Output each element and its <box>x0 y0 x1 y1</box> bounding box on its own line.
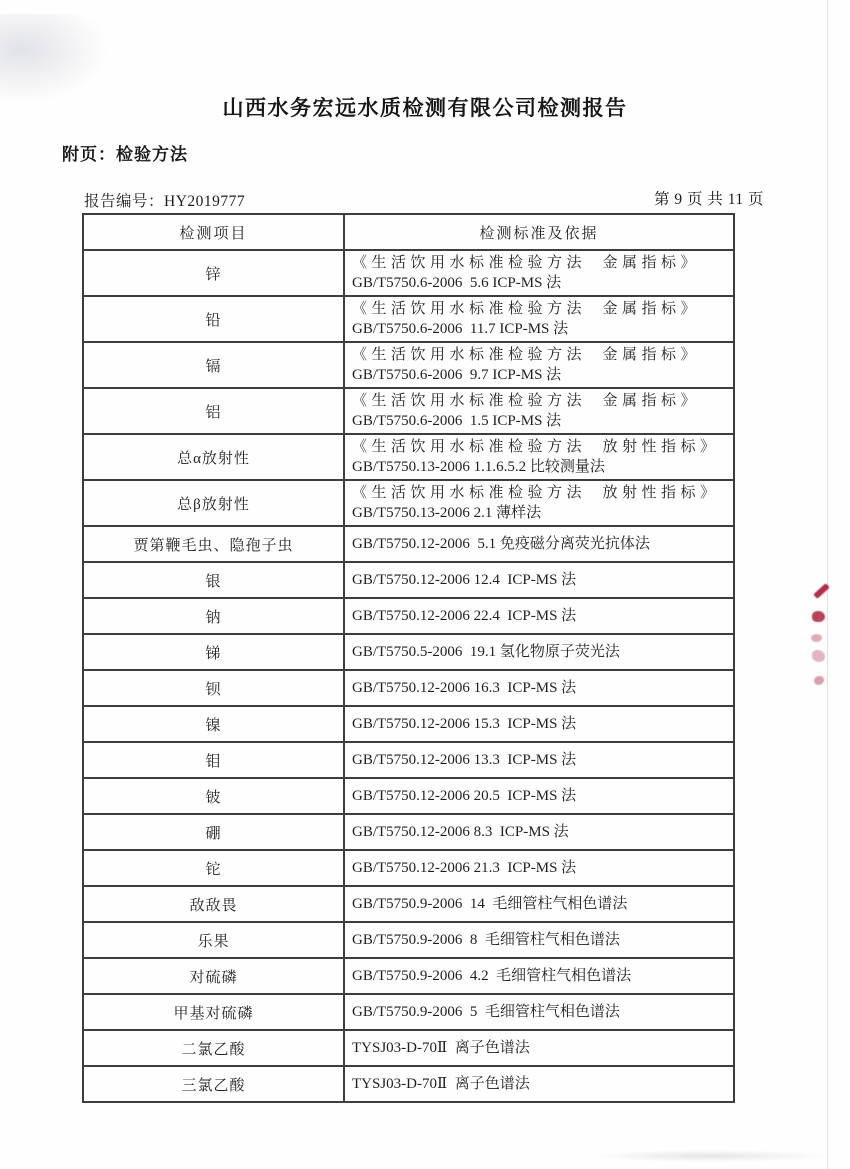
method-line: GB/T5750.9-2006 8 毛细管柱气相色谱法 <box>352 932 620 948</box>
table-row <box>83 994 734 1030</box>
table-row <box>83 598 734 634</box>
test-item-cell: 钡 <box>83 670 344 706</box>
table-row <box>83 296 734 342</box>
test-item-cell: 钼 <box>83 742 344 778</box>
table-row <box>83 886 734 922</box>
test-item-cell: 铍 <box>83 778 344 814</box>
method-cell <box>344 634 734 670</box>
method-line: GB/T5750.12-2006 22.4 ICP-MS 法 <box>352 608 577 624</box>
test-item-cell: 钠 <box>83 598 344 634</box>
method-cell <box>344 742 734 778</box>
table-row <box>83 526 734 562</box>
method-cell <box>344 886 734 922</box>
method-line: GB/T5750.6-2006 1.5 ICP-MS 法 <box>352 413 562 429</box>
scan-edge-line-artifact <box>827 0 828 1169</box>
test-item-cell: 总α放射性 <box>83 434 344 480</box>
test-item-cell: 铅 <box>83 296 344 342</box>
test-item-cell: 硼 <box>83 814 344 850</box>
method-line: GB/T5750.6-2006 11.7 ICP-MS 法 <box>352 321 569 337</box>
appendix-label: 附页：检验方法 <box>62 145 188 164</box>
method-line: TYSJ03-D-70Ⅱ 离子色谱法 <box>352 1076 530 1092</box>
test-item-cell: 敌敌畏 <box>83 886 344 922</box>
method-line: GB/T5750.12-2006 16.3 ICP-MS 法 <box>352 680 577 696</box>
method-line: 《生活饮用水标准检验方法 放射性指标》 <box>352 485 720 501</box>
seal-stroke <box>811 634 822 642</box>
method-cell <box>344 1030 734 1066</box>
method-cell <box>344 922 734 958</box>
method-cell <box>344 388 734 434</box>
table-header-row <box>83 214 734 250</box>
method-cell <box>344 778 734 814</box>
test-item-cell: 对硫磷 <box>83 958 344 994</box>
table-row <box>83 814 734 850</box>
scan-shadow-artifact <box>0 14 110 104</box>
seal-stroke <box>813 583 830 599</box>
method-line: GB/T5750.5-2006 19.1 氢化物原子荧光法 <box>352 644 620 660</box>
method-line: 《生活饮用水标准检验方法 放射性指标》 <box>352 439 720 455</box>
test-item-cell: 二氯乙酸 <box>83 1030 344 1066</box>
table-row <box>83 250 734 296</box>
method-line: GB/T5750.12-2006 5.1 免疫磁分离荧光抗体法 <box>352 536 650 552</box>
test-item-cell: 镍 <box>83 706 344 742</box>
test-methods-table <box>82 213 735 1103</box>
test-item-cell: 铝 <box>83 388 344 434</box>
table-row <box>83 388 734 434</box>
test-item-cell: 三氯乙酸 <box>83 1066 344 1102</box>
method-cell <box>344 1066 734 1102</box>
table-row <box>83 778 734 814</box>
method-cell <box>344 670 734 706</box>
table-row <box>83 562 734 598</box>
method-line: GB/T5750.13-2006 1.1.6.5.2 比较测量法 <box>352 459 605 475</box>
method-line: GB/T5750.9-2006 14 毛细管柱气相色谱法 <box>352 896 628 912</box>
seal-stroke <box>814 676 824 685</box>
test-item-cell: 镉 <box>83 342 344 388</box>
method-line: GB/T5750.12-2006 8.3 ICP-MS 法 <box>352 824 569 840</box>
method-cell <box>344 250 734 296</box>
test-item-cell: 总β放射性 <box>83 480 344 526</box>
method-cell <box>344 706 734 742</box>
method-line: GB/T5750.6-2006 5.6 ICP-MS 法 <box>352 275 562 291</box>
table-row <box>83 342 734 388</box>
page-title: 山西水务宏远水质检测有限公司检测报告 <box>222 97 628 120</box>
method-cell <box>344 994 734 1030</box>
table-row <box>83 742 734 778</box>
test-item-cell: 乐果 <box>83 922 344 958</box>
method-cell <box>344 526 734 562</box>
table-row <box>83 634 734 670</box>
seal-stroke <box>812 650 825 662</box>
method-cell <box>344 434 734 480</box>
table-row <box>83 850 734 886</box>
method-line: GB/T5750.13-2006 2.1 薄样法 <box>352 505 542 521</box>
column-header-test-item: 检测项目 <box>83 214 344 250</box>
test-item-cell: 锑 <box>83 634 344 670</box>
method-cell <box>344 850 734 886</box>
method-line: GB/T5750.6-2006 9.7 ICP-MS 法 <box>352 367 562 383</box>
method-line: GB/T5750.9-2006 4.2 毛细管柱气相色谱法 <box>352 968 632 984</box>
method-line: GB/T5750.12-2006 15.3 ICP-MS 法 <box>352 716 577 732</box>
report-number: 报告编号：HY2019777 <box>84 193 246 210</box>
test-item-cell: 铊 <box>83 850 344 886</box>
page-indicator: 第 9 页 共 11 页 <box>653 191 764 208</box>
test-item-cell: 锌 <box>83 250 344 296</box>
method-cell <box>344 562 734 598</box>
table-row <box>83 480 734 526</box>
method-line: GB/T5750.12-2006 21.3 ICP-MS 法 <box>352 860 577 876</box>
table-body <box>83 250 734 1102</box>
method-line: TYSJ03-D-70Ⅱ 离子色谱法 <box>352 1040 530 1056</box>
method-line: 《生活饮用水标准检验方法 金属指标》 <box>352 301 701 317</box>
table-row <box>83 434 734 480</box>
scan-smudge-artifact <box>590 1150 830 1162</box>
method-cell <box>344 598 734 634</box>
method-line: 《生活饮用水标准检验方法 金属指标》 <box>352 393 701 409</box>
table-row <box>83 1030 734 1066</box>
test-item-cell: 银 <box>83 562 344 598</box>
table-row <box>83 670 734 706</box>
method-line: 《生活饮用水标准检验方法 金属指标》 <box>352 255 701 271</box>
table-row <box>83 922 734 958</box>
method-line: GB/T5750.12-2006 12.4 ICP-MS 法 <box>352 572 577 588</box>
column-header-standard: 检测标准及依据 <box>344 214 734 250</box>
method-line: GB/T5750.12-2006 13.3 ICP-MS 法 <box>352 752 577 768</box>
red-seal-fragment <box>804 584 834 704</box>
table-row <box>83 958 734 994</box>
test-item-cell: 贾第鞭毛虫、隐孢子虫 <box>83 526 344 562</box>
method-cell <box>344 958 734 994</box>
method-cell <box>344 296 734 342</box>
method-cell <box>344 342 734 388</box>
test-item-cell: 甲基对硫磷 <box>83 994 344 1030</box>
table-row <box>83 706 734 742</box>
method-cell <box>344 480 734 526</box>
method-line: GB/T5750.9-2006 5 毛细管柱气相色谱法 <box>352 1004 620 1020</box>
table-row <box>83 1066 734 1102</box>
method-line: 《生活饮用水标准检验方法 金属指标》 <box>352 347 701 363</box>
method-cell <box>344 814 734 850</box>
method-line: GB/T5750.12-2006 20.5 ICP-MS 法 <box>352 788 577 804</box>
seal-stroke <box>812 611 825 622</box>
